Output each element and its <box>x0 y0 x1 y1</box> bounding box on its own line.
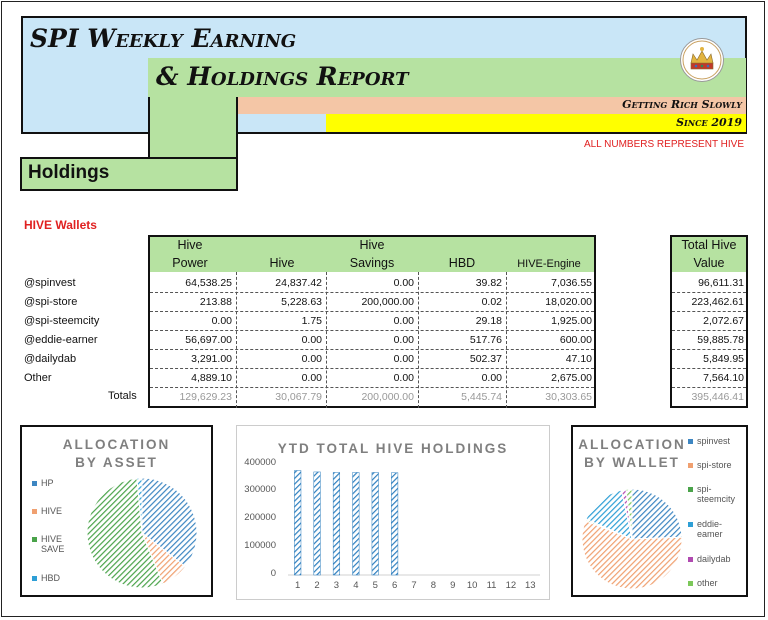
cell-hbd: 502.37 <box>469 353 502 365</box>
legend-item <box>688 460 732 470</box>
header-total-2: Value <box>693 256 725 270</box>
cell-hp: 3,291.00 <box>191 353 232 365</box>
asset-pie-chart <box>84 475 200 591</box>
cell-hp: 4,889.10 <box>191 372 232 384</box>
x-tick-label: 1 <box>295 580 301 591</box>
cell-hive: 0.00 <box>301 372 322 384</box>
legend-swatch <box>688 581 693 586</box>
bar-week-5 <box>372 472 379 575</box>
totals-label: Totals <box>108 390 137 402</box>
asset-chart-legend <box>32 478 92 588</box>
header-green-column <box>148 97 238 159</box>
total-value: 395,446.41 <box>691 391 744 403</box>
cell-hp: 64,538.25 <box>185 277 232 289</box>
cell-hive: 5,228.63 <box>281 296 322 308</box>
legend-label: HIVE <box>41 506 63 516</box>
cell-hbd: 0.00 <box>481 372 502 384</box>
legend-swatch <box>688 557 693 562</box>
total-savings: 200,000.00 <box>361 391 414 403</box>
total-engine: 30,303.65 <box>545 391 592 403</box>
legend-label: eamer <box>697 529 723 539</box>
report-title-line2: & Holdings Report <box>156 62 409 91</box>
wallet-name: @spi-steemcity <box>24 315 100 327</box>
row-divider <box>672 387 746 388</box>
row-divider <box>150 330 594 331</box>
cell-total: 5,849.95 <box>703 353 744 365</box>
cell-engine: 2,675.00 <box>551 372 592 384</box>
x-tick-label: 2 <box>314 580 320 591</box>
legend-item <box>688 554 731 564</box>
legend-label: SAVE <box>41 544 65 554</box>
legend-item <box>688 484 735 504</box>
asset-chart-title-2: BY ASSET <box>75 455 158 470</box>
bar-week-2 <box>314 472 321 575</box>
x-tick-label: 11 <box>486 580 497 591</box>
x-tick-label: 9 <box>450 580 456 591</box>
row-divider <box>150 311 594 312</box>
row-divider <box>672 330 746 331</box>
row-divider <box>672 311 746 312</box>
cell-total: 7,564.10 <box>703 372 744 384</box>
cell-hbd: 0.02 <box>481 296 502 308</box>
cell-engine: 47.10 <box>565 353 592 365</box>
y-tick-label: 0 <box>270 568 276 579</box>
wallet-name: @eddie-earner <box>24 334 98 346</box>
legend-item <box>688 436 730 446</box>
wallet-name: @dailydab <box>24 353 77 365</box>
wallet-name: @spinvest <box>24 277 76 289</box>
legend-swatch <box>688 463 693 468</box>
legend-label: dailydab <box>697 554 731 564</box>
row-divider <box>150 368 594 369</box>
total-hbd: 5,445.74 <box>461 391 502 403</box>
legend-label: HIVE <box>41 534 63 544</box>
currency-note: ALL NUMBERS REPRESENT HIVE <box>583 139 744 150</box>
x-tick-label: 5 <box>372 580 378 591</box>
cell-total: 59,885.78 <box>697 334 744 346</box>
legend-label: HP <box>41 478 54 488</box>
header-hive: Hive <box>269 256 295 270</box>
cell-total: 223,462.61 <box>691 296 744 308</box>
header-hbd: HBD <box>448 256 476 270</box>
cell-hive: 24,837.42 <box>275 277 322 289</box>
pie-slice-spinvest <box>632 489 682 539</box>
cell-savings: 0.00 <box>393 353 414 365</box>
x-tick-label: 3 <box>333 580 340 591</box>
header-hive-engine: HIVE-Engine <box>517 258 581 270</box>
total-hp: 129,629.23 <box>179 391 232 403</box>
wallet-pie-chart <box>579 486 685 592</box>
legend-item <box>32 534 64 554</box>
legend-label: HBD <box>41 573 61 583</box>
x-tick-label: 13 <box>525 580 536 591</box>
wallet-name: @spi-store <box>24 296 78 308</box>
row-divider <box>150 387 594 388</box>
x-tick-label: 8 <box>430 580 437 591</box>
cell-savings: 0.00 <box>393 372 414 384</box>
header-savings-2: Savings <box>349 256 395 270</box>
legend-item <box>32 573 60 583</box>
cell-total: 2,072.67 <box>703 315 744 327</box>
y-tick-label: 200000 <box>244 512 276 524</box>
header-hive-power-2: Power <box>172 256 208 270</box>
legend-item <box>688 578 718 588</box>
cell-savings: 200,000.00 <box>361 296 414 308</box>
ytd-bar-chart <box>236 440 550 600</box>
header-savings-1: Hive <box>359 238 385 252</box>
cell-savings: 0.00 <box>393 334 414 346</box>
row-divider <box>150 292 594 293</box>
cell-total: 96,611.31 <box>698 277 744 289</box>
wallet-chart-legend <box>688 436 746 591</box>
wallets-title: HIVE Wallets <box>24 218 97 232</box>
legend-swatch <box>32 576 37 581</box>
cell-hp: 213.88 <box>199 296 232 308</box>
legend-item <box>32 506 62 516</box>
bar-week-3 <box>333 472 340 575</box>
x-tick-label: 4 <box>353 580 359 591</box>
section-title: Holdings <box>28 162 110 183</box>
bar-week-4 <box>353 472 360 575</box>
cell-hbd: 29.18 <box>475 315 502 327</box>
legend-swatch <box>688 439 693 444</box>
tagline: Getting Rich Slowly <box>622 98 742 111</box>
wallet-chart-title-2: BY WALLET <box>584 455 680 470</box>
cell-hp: 0.00 <box>211 315 232 327</box>
report-title-line1: SPI Weekly Earning <box>30 24 297 53</box>
y-tick-label: 100000 <box>244 540 276 552</box>
y-tick-label: 400000 <box>244 456 276 468</box>
cell-hive: 0.00 <box>301 353 322 365</box>
cell-savings: 0.00 <box>393 315 414 327</box>
since-label: Since 2019 <box>676 116 742 129</box>
header-total-1: Total Hive <box>681 238 737 252</box>
legend-label: eddie- <box>697 519 723 529</box>
cell-engine: 18,020.00 <box>545 296 592 308</box>
cell-hive: 0.00 <box>301 334 322 346</box>
cell-hbd: 39.82 <box>475 277 502 289</box>
asset-chart-title-1: ALLOCATION <box>62 437 171 452</box>
x-tick-label: 7 <box>411 580 417 591</box>
cell-engine: 1,925.00 <box>551 315 592 327</box>
x-tick-label: 10 <box>466 580 478 591</box>
bar-week-1 <box>294 471 301 575</box>
row-divider <box>672 368 746 369</box>
legend-item <box>32 478 54 488</box>
cell-hbd: 517.76 <box>469 334 502 346</box>
row-divider <box>672 292 746 293</box>
wallet-name: Other <box>24 372 52 384</box>
header-hive-power-1: Hive <box>177 238 203 252</box>
wallet-chart-title-1: ALLOCATION <box>578 437 686 452</box>
row-divider <box>150 349 594 350</box>
total-hive: 30,067.79 <box>275 391 322 403</box>
ytd-chart-title: YTD TOTAL HIVE HOLDINGS <box>277 441 509 456</box>
legend-label: spi- <box>697 484 712 494</box>
y-tick-label: 300000 <box>244 484 276 496</box>
cell-engine: 600.00 <box>559 334 592 346</box>
cell-engine: 7,036.55 <box>551 277 592 289</box>
row-divider <box>672 349 746 350</box>
crown-logo-icon <box>680 38 724 82</box>
x-tick-label: 12 <box>505 580 517 591</box>
legend-swatch <box>688 487 693 492</box>
legend-item <box>688 519 723 539</box>
legend-label: spinvest <box>697 436 731 446</box>
cell-hive: 1.75 <box>301 315 322 327</box>
legend-swatch <box>32 537 37 542</box>
legend-swatch <box>32 481 37 486</box>
cell-savings: 0.00 <box>393 277 414 289</box>
bar-week-6 <box>391 473 398 575</box>
legend-label: other <box>697 578 718 588</box>
legend-swatch <box>32 509 37 514</box>
cell-hp: 56,697.00 <box>185 334 232 346</box>
legend-swatch <box>688 522 693 527</box>
legend-label: steemcity <box>697 494 736 504</box>
legend-label: spi-store <box>697 460 732 470</box>
x-tick-label: 6 <box>391 580 398 591</box>
